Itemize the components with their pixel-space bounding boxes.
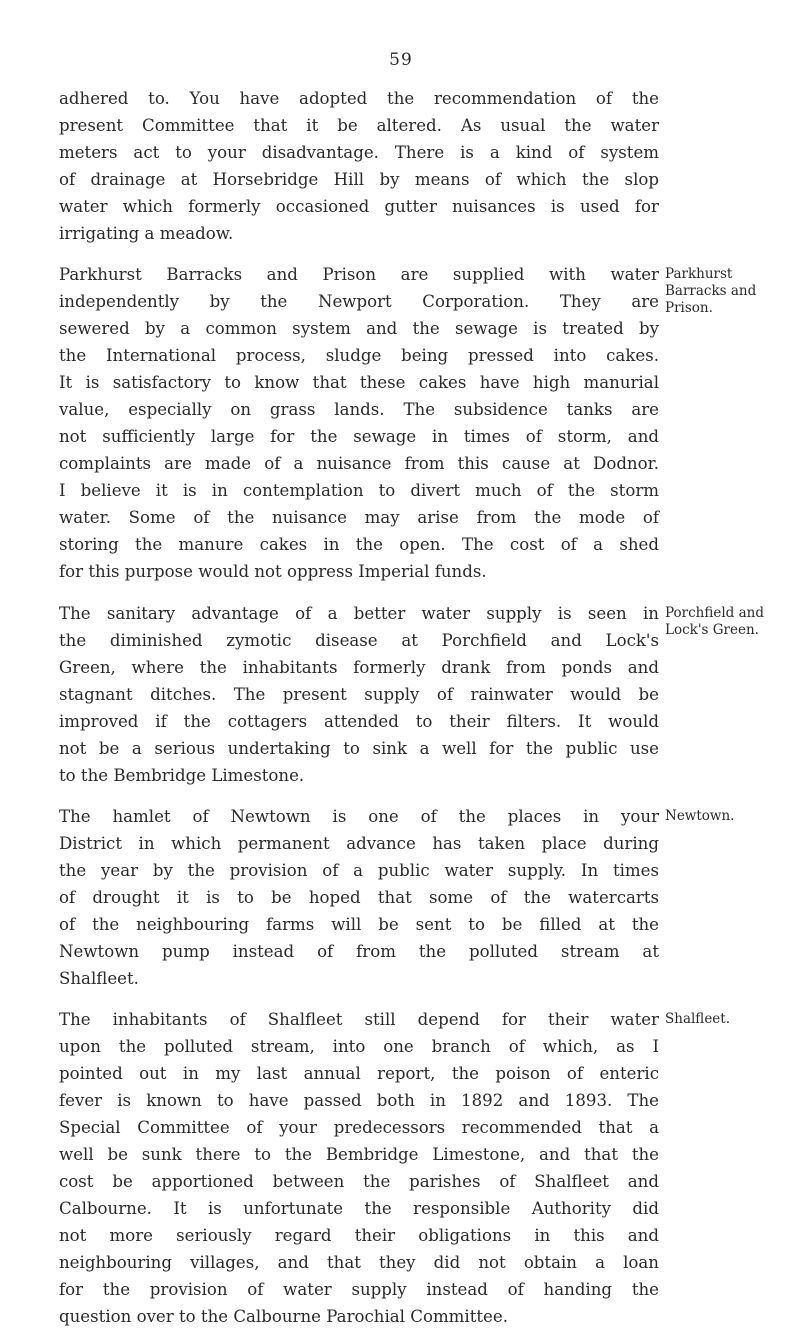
text-line: present Committee that it be altered. As usual the water (59, 116, 659, 135)
text-line: water which formerly occasioned gutter nuisances is used for (59, 197, 659, 216)
text-line: of drainage at Horsebridge Hill by means of which the slop (59, 170, 659, 189)
margin-note-line: Barracks and (665, 283, 757, 299)
text-line: I believe it is in contemplation to divert much of the storm (59, 481, 659, 500)
margin-note-porchfield (665, 605, 795, 639)
margin-note-line: Shalfleet. (665, 1011, 731, 1027)
text-line: Calbourne. It is unfortunate the responsible Authority did (59, 1199, 659, 1218)
text-line: Shalfleet. (59, 969, 139, 988)
text-line: improved if the cottagers attended to their filters. It would (59, 712, 659, 731)
margin-note-line: Lock's Green. (665, 622, 759, 638)
text-line: the year by the provision of a public water supply. In times (59, 861, 659, 880)
margin-note-line: Prison. (665, 300, 713, 316)
margin-note-line: Parkhurst (665, 266, 733, 282)
text-line: upon the polluted stream, into one branch of which, as I (59, 1037, 659, 1056)
text-line: The inhabitants of Shalfleet still depend for their water (59, 1010, 659, 1029)
text-line: for the provision of water supply instead of handing the (59, 1280, 659, 1299)
text-line: Parkhurst Barracks and Prison are supplied with water (59, 265, 659, 284)
margin-note-parkhurst (665, 266, 795, 317)
text-line: to the Bembridge Limestone. (59, 766, 305, 785)
text-line: of the neighbouring farms will be sent to be filled at the (59, 915, 659, 934)
text-line: sewered by a common system and the sewage is treated by (59, 319, 659, 338)
page-number: 59 (389, 50, 413, 70)
text-line: the International process, sludge being pressed into cakes. (59, 346, 659, 365)
margin-note-line: Porchfield and (665, 605, 765, 621)
text-line: for this purpose would not oppress Imperial funds. (59, 562, 487, 581)
text-line: Newtown pump instead of from the polluted stream at (59, 942, 659, 961)
text-line: meters act to your disadvantage. There is a kind of system (59, 143, 659, 162)
text-line: Special Committee of your predecessors recommended that a (59, 1118, 659, 1137)
text-line: well be sunk there to the Bembridge Limestone, and that the (59, 1145, 659, 1164)
text-line: cost be apportioned between the parishes of Shalfleet and (59, 1172, 659, 1191)
text-line: pointed out in my last annual report, the poison of enteric (59, 1064, 659, 1083)
text-line: independently by the Newport Corporation. They are (59, 292, 659, 311)
text-line: complaints are made of a nuisance from this cause at Dodnor. (59, 454, 659, 473)
text-line: not sufficiently large for the sewage in times of storm, and (59, 427, 659, 446)
text-line: District in which permanent advance has taken place during (59, 834, 659, 853)
text-line: Green, where the inhabitants formerly drank from ponds and (59, 658, 659, 677)
text-line: fever is known to have passed both in 1892 and 1893. The (59, 1091, 659, 1110)
margin-note-shalfleet (665, 1011, 795, 1028)
text-line: It is satisfactory to know that these cakes have high manurial (59, 373, 659, 392)
text-line: adhered to. You have adopted the recommendation of the (59, 89, 659, 108)
text-line: The sanitary advantage of a better water supply is seen in (59, 604, 659, 623)
text-line: the diminished zymotic disease at Porchfield and Lock's (59, 631, 659, 650)
text-line: irrigating a meadow. (59, 224, 234, 243)
text-line: value, especially on grass lands. The subsidence tanks are (59, 400, 659, 419)
text-line: neighbouring villages, and that they did not obtain a loan (59, 1253, 659, 1272)
text-line: storing the manure cakes in the open. The cost of a shed (59, 535, 659, 554)
text-line: The hamlet of Newtown is one of the places in your (59, 807, 659, 826)
margin-note-line: Newtown. (665, 808, 735, 824)
text-line: of drought it is to be hoped that some of the watercarts (59, 888, 659, 907)
text-line: not be a serious undertaking to sink a well for the public use (59, 739, 659, 758)
text-line: stagnant ditches. The present supply of rainwater would be (59, 685, 659, 704)
text-line: not more seriously regard their obligations in this and (59, 1226, 659, 1245)
text-line: question over to the Calbourne Parochial Committee. (59, 1307, 508, 1326)
margin-note-newtown (665, 808, 795, 825)
text-line: water. Some of the nuisance may arise from the mode of (59, 508, 659, 527)
